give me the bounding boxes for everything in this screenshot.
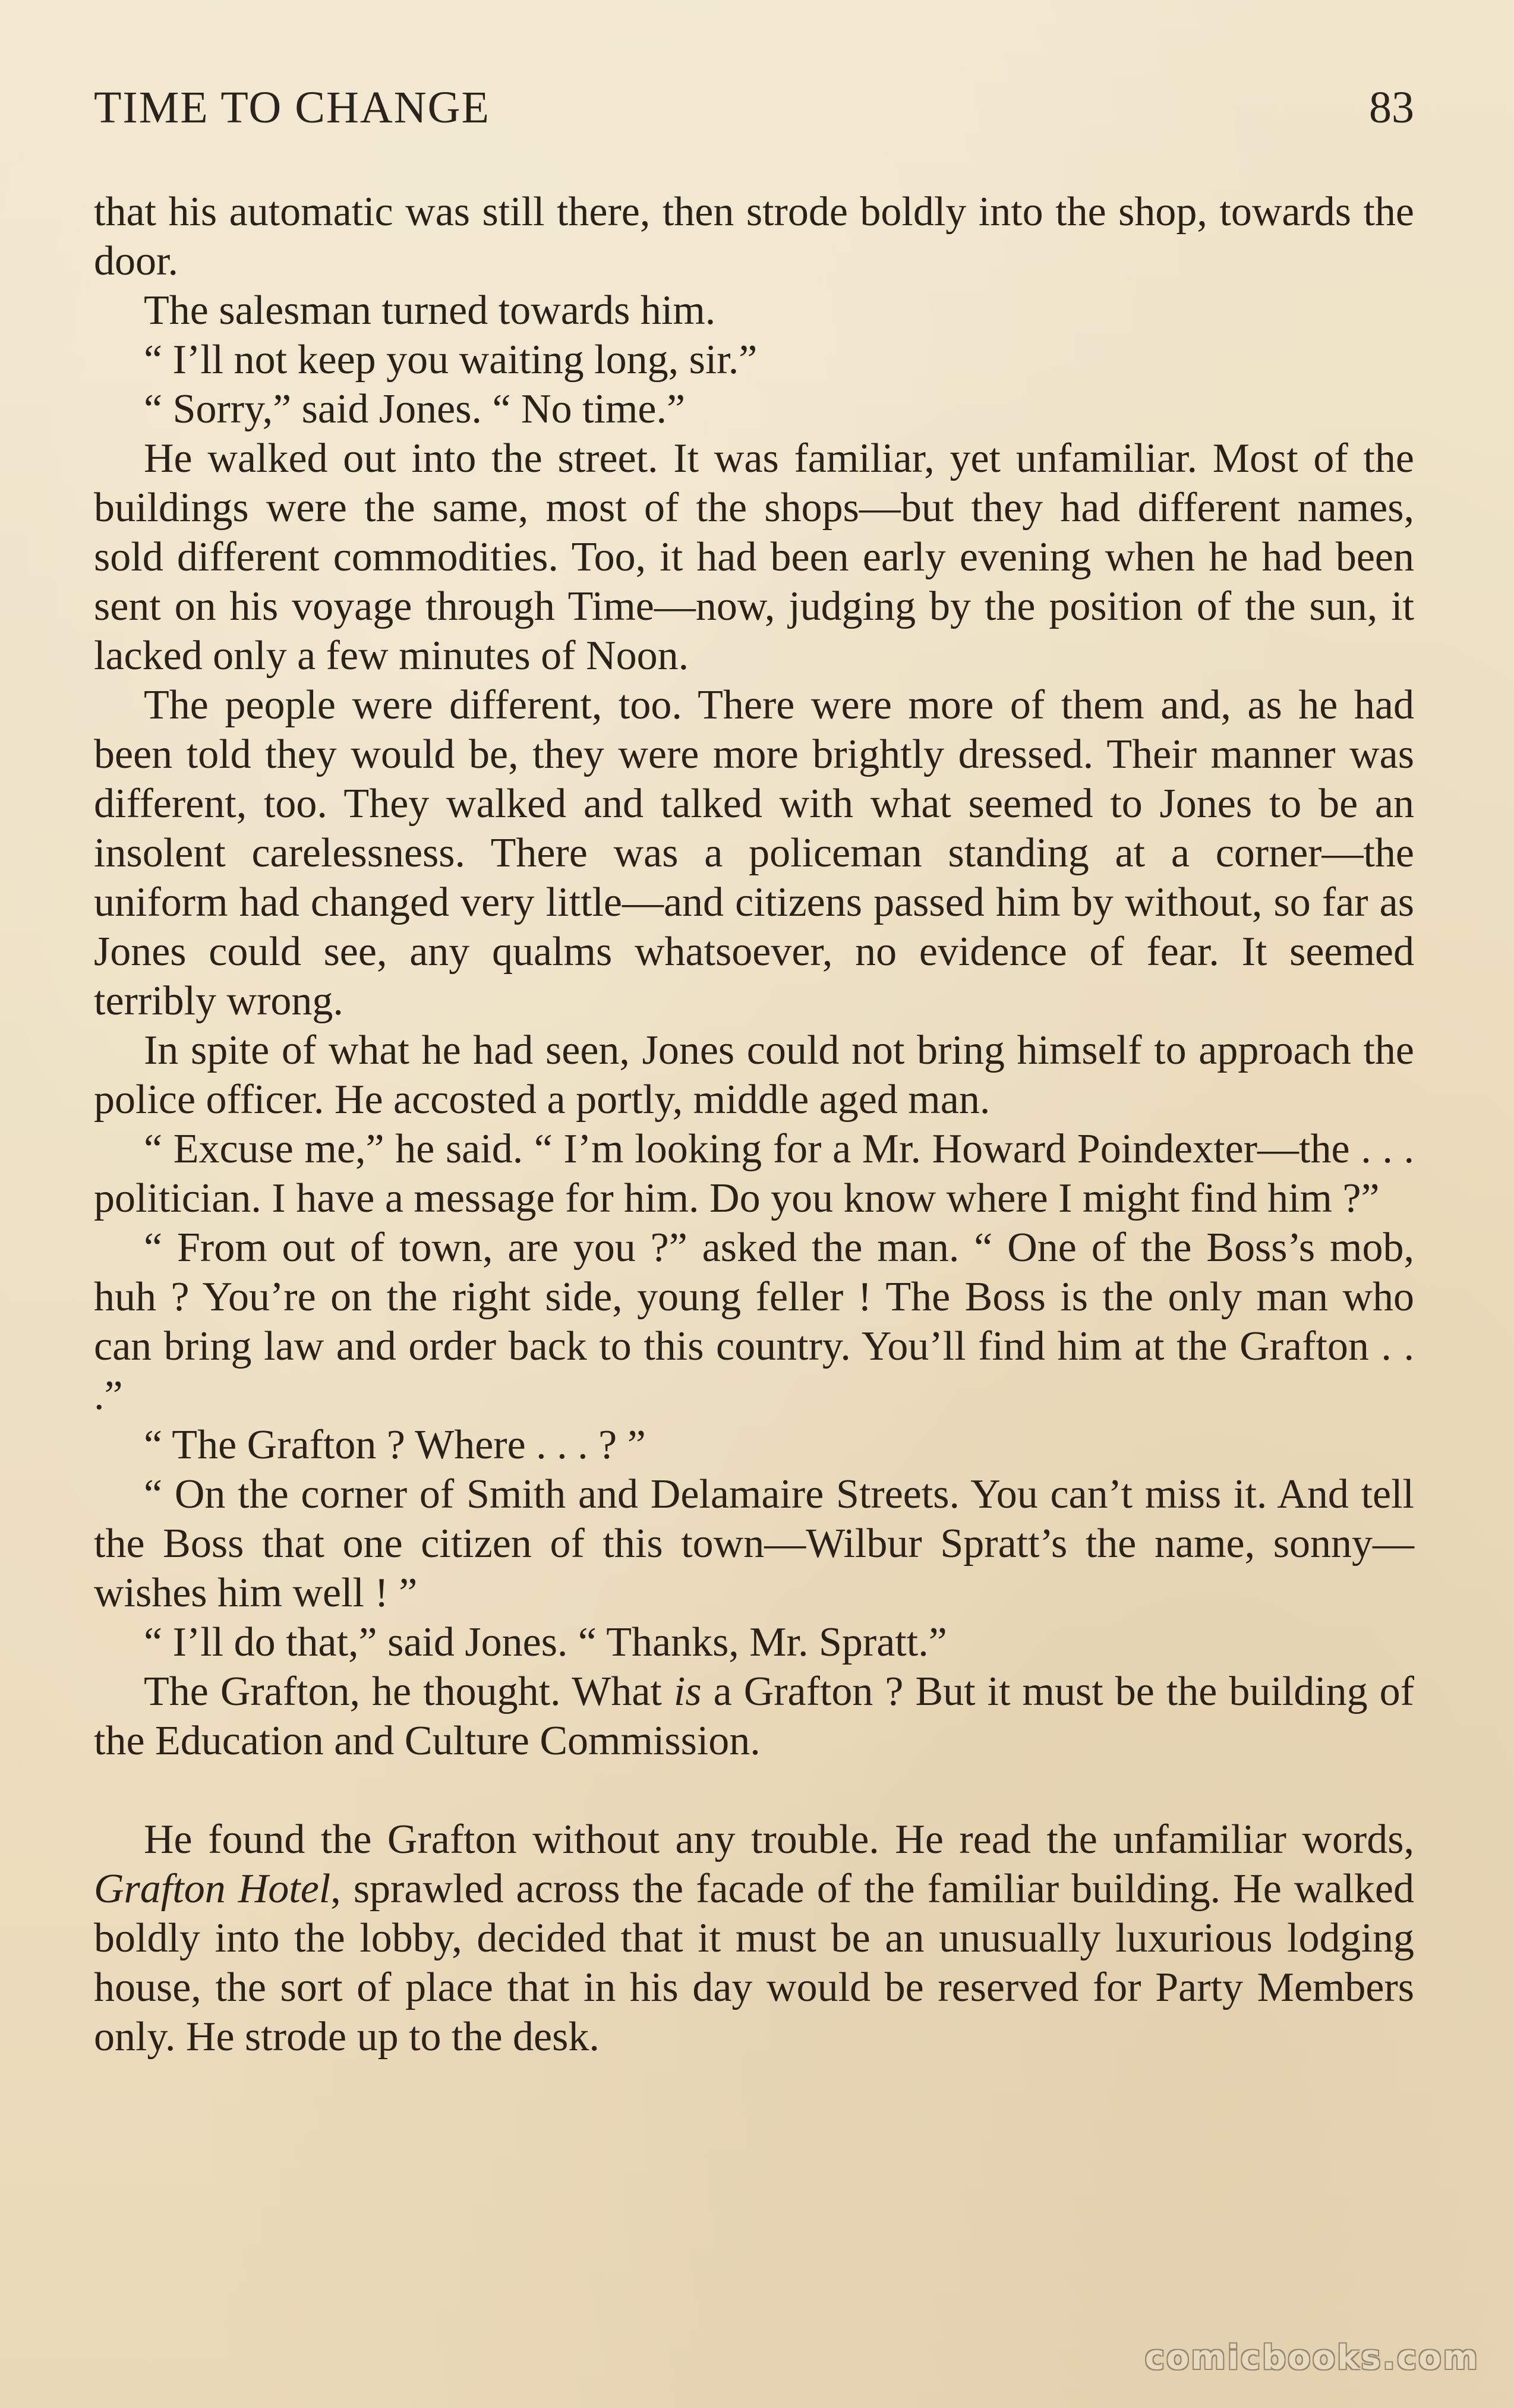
paragraph-dialogue: “ On the corner of Smith and Delamaire Streets. You can’t miss it. And tell the Boss that one citizen of this town—Wilbur Spratt’s the name, sonny—wishes him well ! ” <box>94 1471 1414 1616</box>
site-watermark: comicbooks.com <box>1144 2338 1480 2377</box>
text-run: The Grafton, he thought. What <box>144 1669 674 1714</box>
paragraph: He walked out into the street. It was familiar, yet unfamiliar. Most of the buildings were the same, most of the shops—but they had different names, sold different commodities. Too, it had been early evening when he had been sent on his voyage through Time—now, judging by the position of the sun, it lacked only a few minutes of Noon. <box>94 436 1414 679</box>
text-run: , sprawled across the facade of the familiar building. He walked boldly into the lobby, decided that it must be an unusually luxurious lodging house, the sort of place that in his day would be reserved for Party Members only. He strode up to the desk. <box>94 1866 1414 2060</box>
paragraph-dialogue: “ From out of town, are you ?” asked the man. “ One of the Boss’s mob, huh ? You’re on the right side, young feller ! The Boss is the only man who can bring law and order back to this country. You’ll find him at the Grafton . . .” <box>94 1225 1414 1419</box>
paragraph-with-emphasis <box>94 1667 1414 1766</box>
section-break <box>94 1766 1414 1815</box>
page-header <box>94 82 1414 147</box>
page-number: 83 <box>1369 83 1414 133</box>
paragraph-dialogue: “ I’ll do that,” said Jones. “ Thanks, Mr. Spratt.” <box>144 1619 947 1665</box>
paragraph-dialogue: “ Sorry,” said Jones. “ No time.” <box>144 386 686 432</box>
paragraph-dialogue: “ Excuse me,” he said. “ I’m looking for a Mr. Howard Poindexter—the . . . politician. I have a message for him. Do you know where I might find him ?” <box>94 1126 1414 1221</box>
running-head: TIME TO CHANGE <box>94 83 490 133</box>
text-run: He found the Grafton without any trouble. He read the unfamiliar words, <box>144 1817 1414 1862</box>
paragraph: In spite of what he had seen, Jones could not bring himself to approach the police officer. He accosted a portly, middle aged man. <box>94 1028 1414 1123</box>
text-run: a Grafton ? But it must be the building of the Education and Culture Commission. <box>94 1669 1414 1764</box>
paragraph: The people were different, too. There were more of them and, as he had been told they would be, they were more brightly dressed. Their manner was different, too. They walked and talked with what seemed to Jones to be an insolent carelessness. There was a policeman standing at a corner—the uniform had changed very little—and citizens passed him by without, so far as Jones could see, any qualms whatsoever, no evidence of fear. It seemed terribly wrong. <box>94 682 1414 1024</box>
body-text <box>94 187 1414 2062</box>
emphasis-text: Grafton Hotel <box>94 1866 331 1912</box>
emphasis-text: is <box>673 1669 702 1714</box>
paragraph: The salesman turned towards him. <box>144 288 716 333</box>
paragraph-dialogue: “ I’ll not keep you waiting long, sir.” <box>144 337 758 383</box>
paragraph-with-emphasis <box>94 1815 1414 2062</box>
paragraph-continuation: that his automatic was still there, then strode boldly into the shop, towards the door. <box>94 189 1414 284</box>
paragraph-dialogue: “ The Grafton ? Where . . . ? ” <box>144 1422 646 1468</box>
